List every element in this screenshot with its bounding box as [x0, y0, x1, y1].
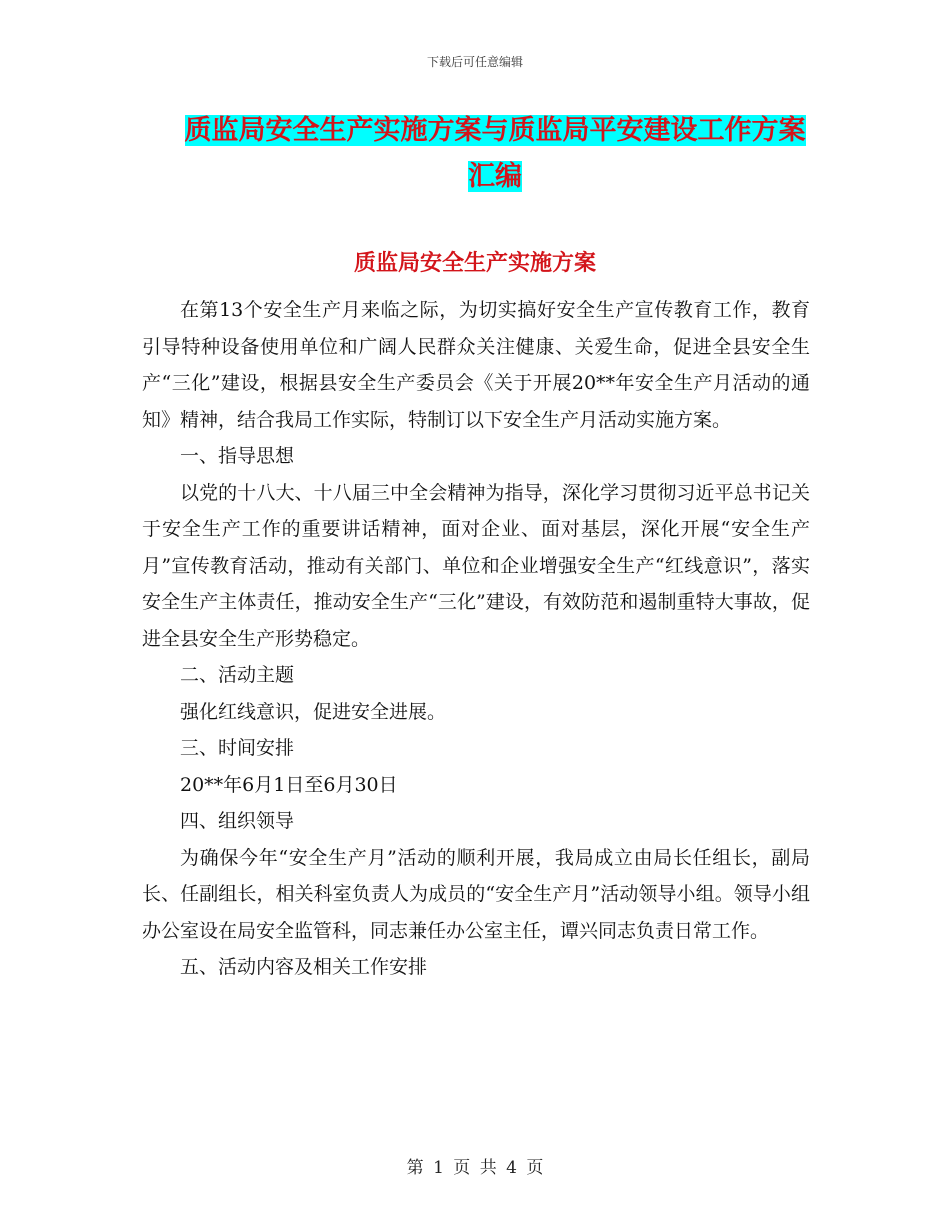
document-title-line-1: 质监局安全生产实施方案与质监局平安建设工作方案 — [184, 115, 806, 146]
document-title-line-2: 汇编 — [468, 161, 522, 192]
document-title — [150, 108, 840, 200]
paragraph-activity-theme: 强化红线意识，促进安全进展。 — [180, 700, 447, 723]
paragraph-organization: 为确保今年“安全生产月”活动的顺利开展，我局成立由局长任组长，副局长、任副组长，相关科室负责人为成员的“安全生产月”活动领导小组。领导小组办公室设在局安全监管科，同志兼任办公室主任，谭兴同志负责日常工作。 — [142, 846, 810, 942]
page-header-note: 下载后可任意编辑 — [426, 55, 523, 69]
document-body — [142, 292, 810, 986]
heading-activity-content: 五、活动内容及相关工作安排 — [180, 956, 428, 978]
heading-guiding-ideology: 一、指导思想 — [180, 445, 295, 467]
page-number: 第 1 页 共 4 页 — [406, 1158, 544, 1178]
heading-organization: 四、组织领导 — [180, 810, 295, 832]
heading-activity-theme: 二、活动主题 — [180, 664, 295, 686]
heading-schedule: 三、时间安排 — [180, 737, 295, 759]
paragraph-guiding-ideology: 以党的十八大、十八届三中全会精神为指导，深化学习贯彻习近平总书记关于安全生产工作的重要讲话精神，面对企业、面对基层，深化开展“安全生产月”宣传教育活动，推动有关部门、单位和企业增强安全生产“红线意识”，落实安全生产主体责任，推动安全生产“三化”建设，有效防范和遏制重特大事故，促进全县安全生产形势稳定。 — [142, 481, 810, 650]
paragraph-intro: 在第13个安全生产月来临之际，为切实搞好安全生产宣传教育工作，教育引导特种设备使用单位和广阔人民群众关注健康、关爱生命，促进全县安全生产“三化”建设，根据县安全生产委员会《关于开展20**年安全生产月活动的通知》精神，结合我局工作实际，特制订以下安全生产月活动实施方案。 — [142, 299, 810, 431]
section-title: 质监局安全生产实施方案 — [353, 250, 596, 276]
paragraph-schedule: 20**年6月1日至6月30日 — [180, 773, 398, 796]
